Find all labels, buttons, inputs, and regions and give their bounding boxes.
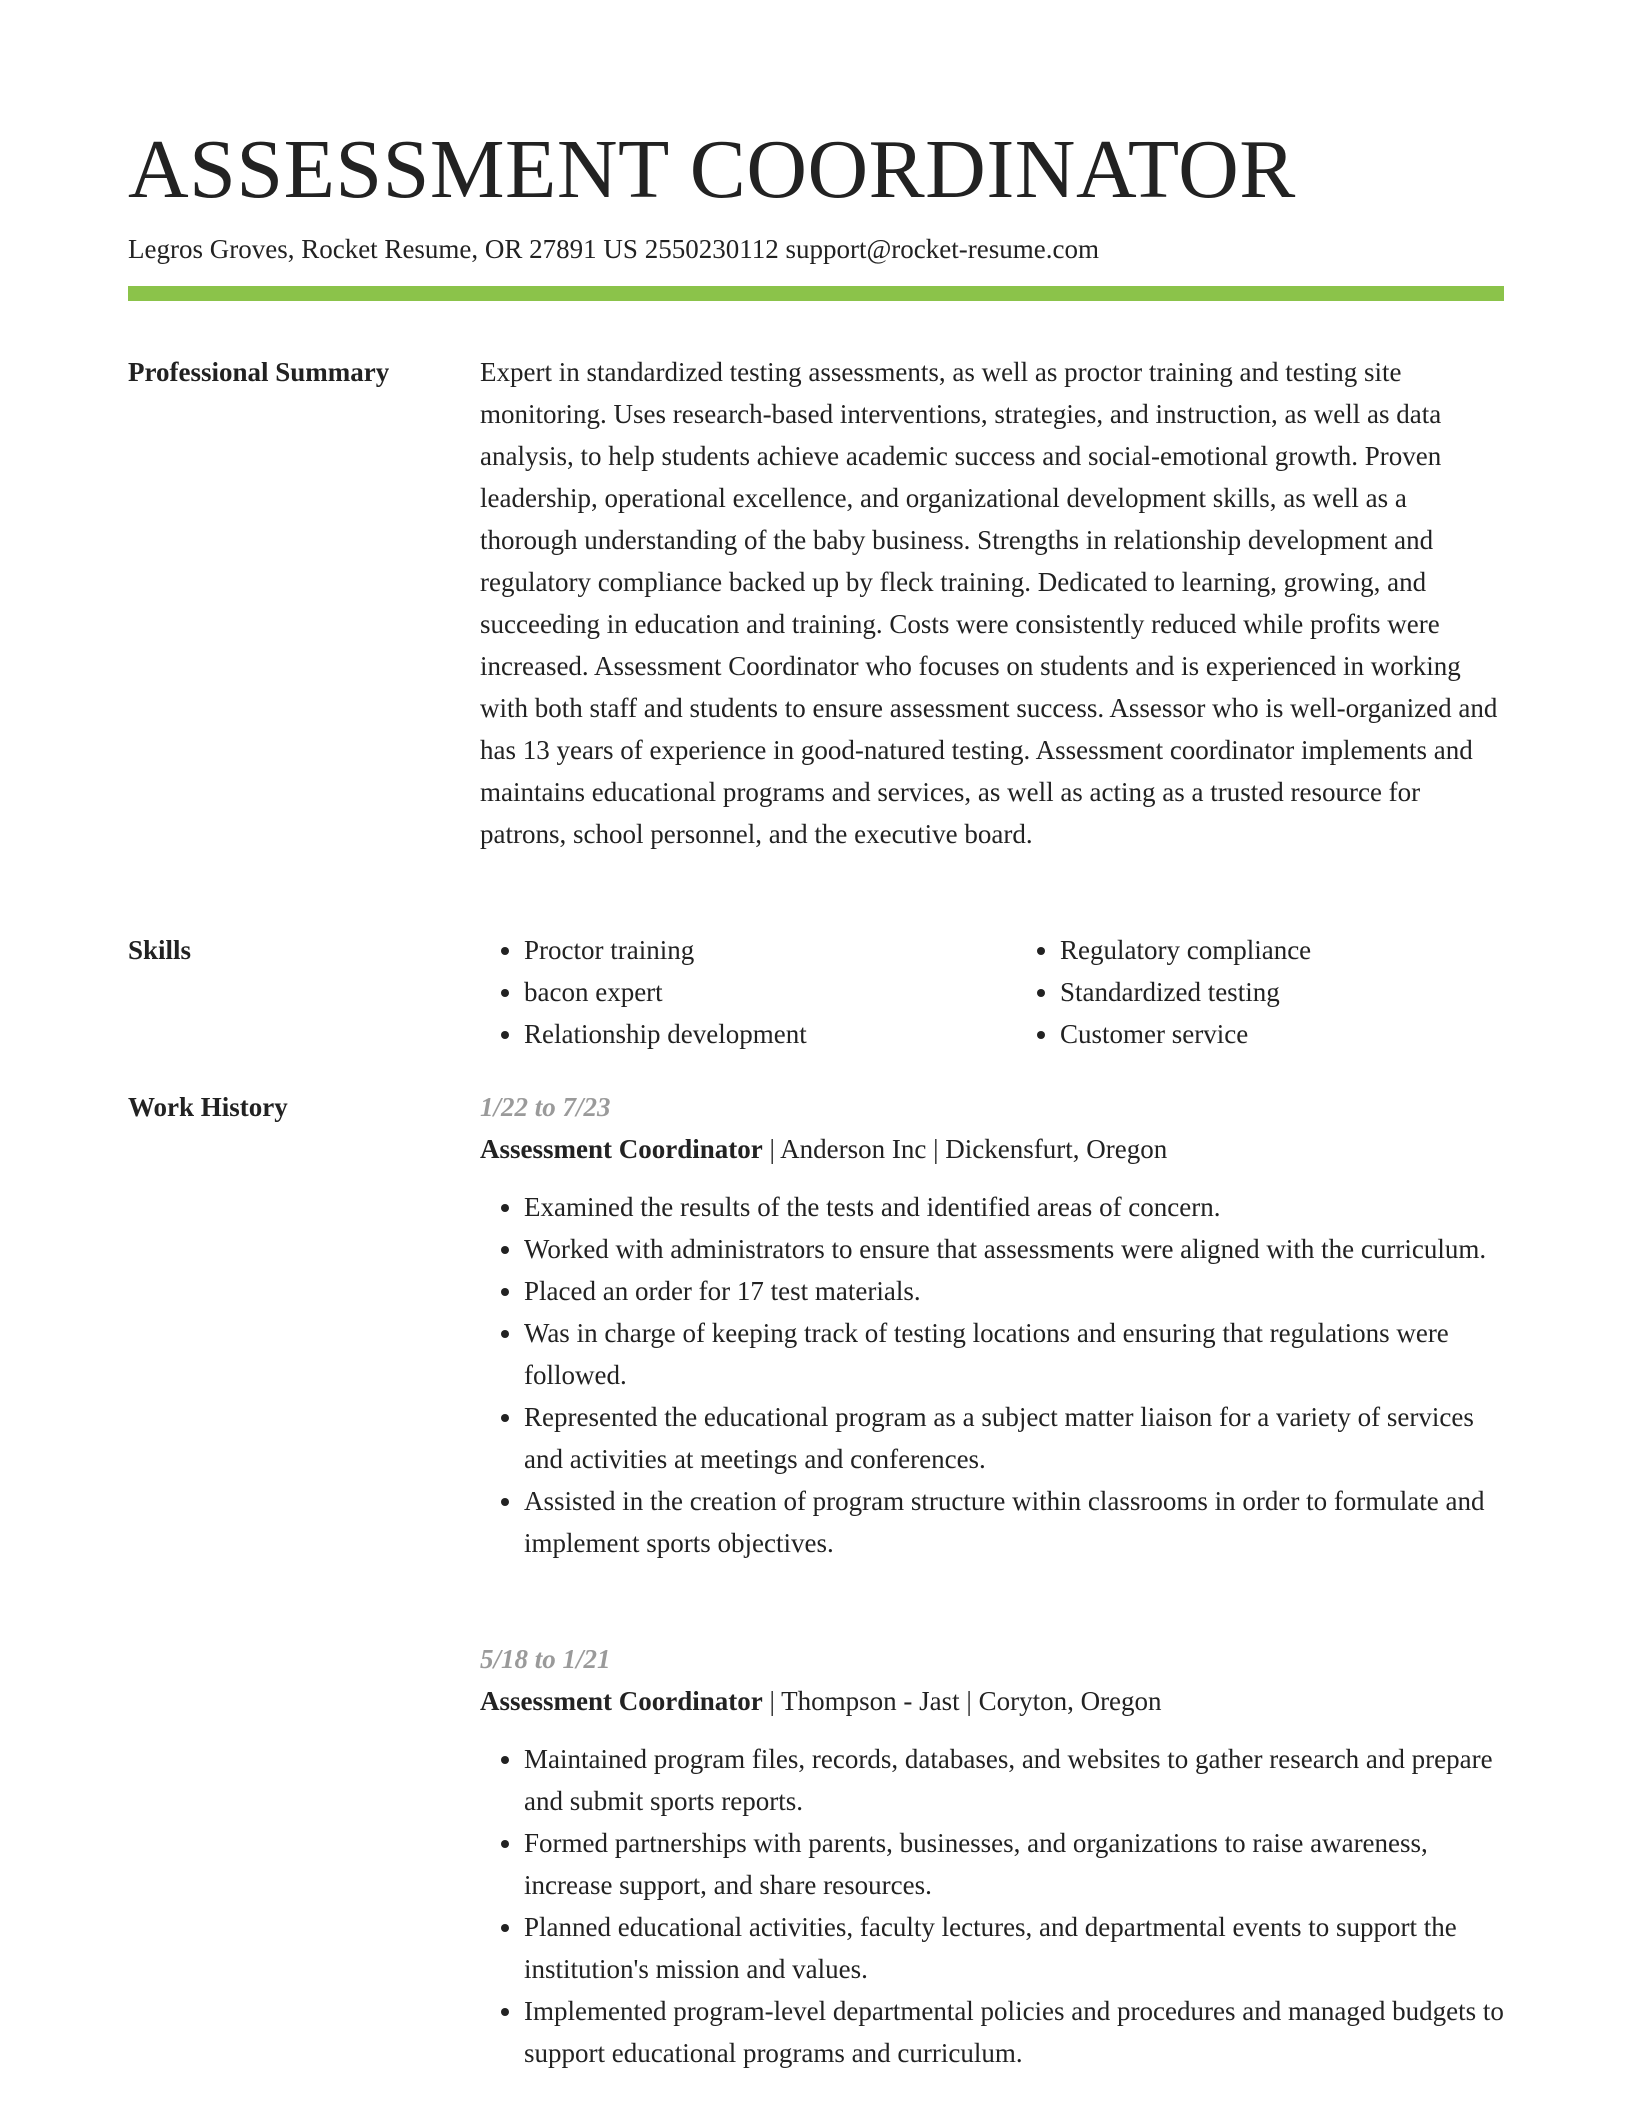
job-bullet: • Placed an order for 17 test materials. xyxy=(524,1270,1508,1312)
contact-line: Legros Groves, Rocket Resume, OR 27891 US 2550230112 support@rocket-resume.com xyxy=(128,234,1099,264)
skill-item: • Standardized testing xyxy=(1060,971,1508,1013)
job-title: Assessment Coordinator xyxy=(480,1686,763,1716)
job-title: Assessment Coordinator xyxy=(480,1134,763,1164)
job-title-line xyxy=(480,1680,1508,1722)
job-bullet: • Formed partnerships with parents, businesses, and organizations to raise awareness, increase support, and share resources. xyxy=(524,1822,1508,1906)
job-details: | Thompson - Jast | Coryton, Oregon xyxy=(762,1686,1162,1716)
job-bullet: • Examined the results of the tests and identified areas of concern. xyxy=(524,1186,1508,1228)
job-details: | Anderson Inc | Dickensfurt, Oregon xyxy=(762,1134,1168,1164)
job-bullet: • Was in charge of keeping track of testing locations and ensuring that regulations were followed. xyxy=(524,1312,1508,1396)
job-bullet: • Maintained program files, records, databases, and websites to gather research and prepare and submit sports reports. xyxy=(524,1738,1508,1822)
section-label-work-history: Work History xyxy=(128,1092,288,1122)
skill-item: • Regulatory compliance xyxy=(1060,929,1508,971)
skill-item: • bacon expert xyxy=(524,971,972,1013)
skill-item: • Customer service xyxy=(1060,1013,1508,1055)
job-bullets xyxy=(480,1186,1508,1564)
resume-title: ASSESSMENT COORDINATOR xyxy=(128,123,1296,216)
skill-item: • Proctor training xyxy=(524,929,972,971)
job-entry xyxy=(480,1638,1508,2074)
skills-column-left xyxy=(480,929,972,1055)
summary-text: Expert in standardized testing assessments, as well as proctor training and testing site monitoring. Uses research-based interventions, strategies, and instruction, as well as data analysis, to help students achieve academic success and social-emotional growth. Proven leadership, operational excellence, and organizational development skills, as well as a thorough understanding of the baby business. Strengths in relationship development and regulatory compliance backed up by fleck training. Dedicated to learning, growing, and succeeding in education and training. Costs were consistently reduced while profits were increased. Assessment Coordinator who focuses on students and is experienced in working with both staff and students to ensure assessment success. Assessor who is well-organized and has 13 years of experience in good-natured testing. Assessment coordinator implements and maintains educational programs and services, as well as acting as a trusted resource for patrons, school personnel, and the executive board. xyxy=(480,357,1498,849)
job-bullets xyxy=(480,1738,1508,2074)
skills-list xyxy=(480,929,1508,1055)
accent-divider xyxy=(128,286,1504,301)
section-label-skills: Skills xyxy=(128,935,192,965)
job-title-line xyxy=(480,1128,1508,1170)
skills-column-right xyxy=(1016,929,1508,1055)
section-label-summary: Professional Summary xyxy=(128,357,390,387)
job-bullet: • Assisted in the creation of program structure within classrooms in order to formulate and implement sports objectives. xyxy=(524,1480,1508,1564)
job-bullet: • Implemented program-level departmental policies and procedures and managed budgets to support educational programs and curriculum. xyxy=(524,1990,1508,2074)
job-bullet: • Represented the educational program as a subject matter liaison for a variety of services and activities at meetings and conferences. xyxy=(524,1396,1508,1480)
job-bullet: • Planned educational activities, faculty lectures, and departmental events to support the institution's mission and values. xyxy=(524,1906,1508,1990)
job-dates: 1/22 to 7/23 xyxy=(480,1092,611,1122)
job-dates: 5/18 to 1/21 xyxy=(480,1644,611,1674)
job-bullet: • Worked with administrators to ensure that assessments were aligned with the curriculum. xyxy=(524,1228,1508,1270)
skill-item: • Relationship development xyxy=(524,1013,972,1055)
job-entry xyxy=(480,1086,1508,1564)
